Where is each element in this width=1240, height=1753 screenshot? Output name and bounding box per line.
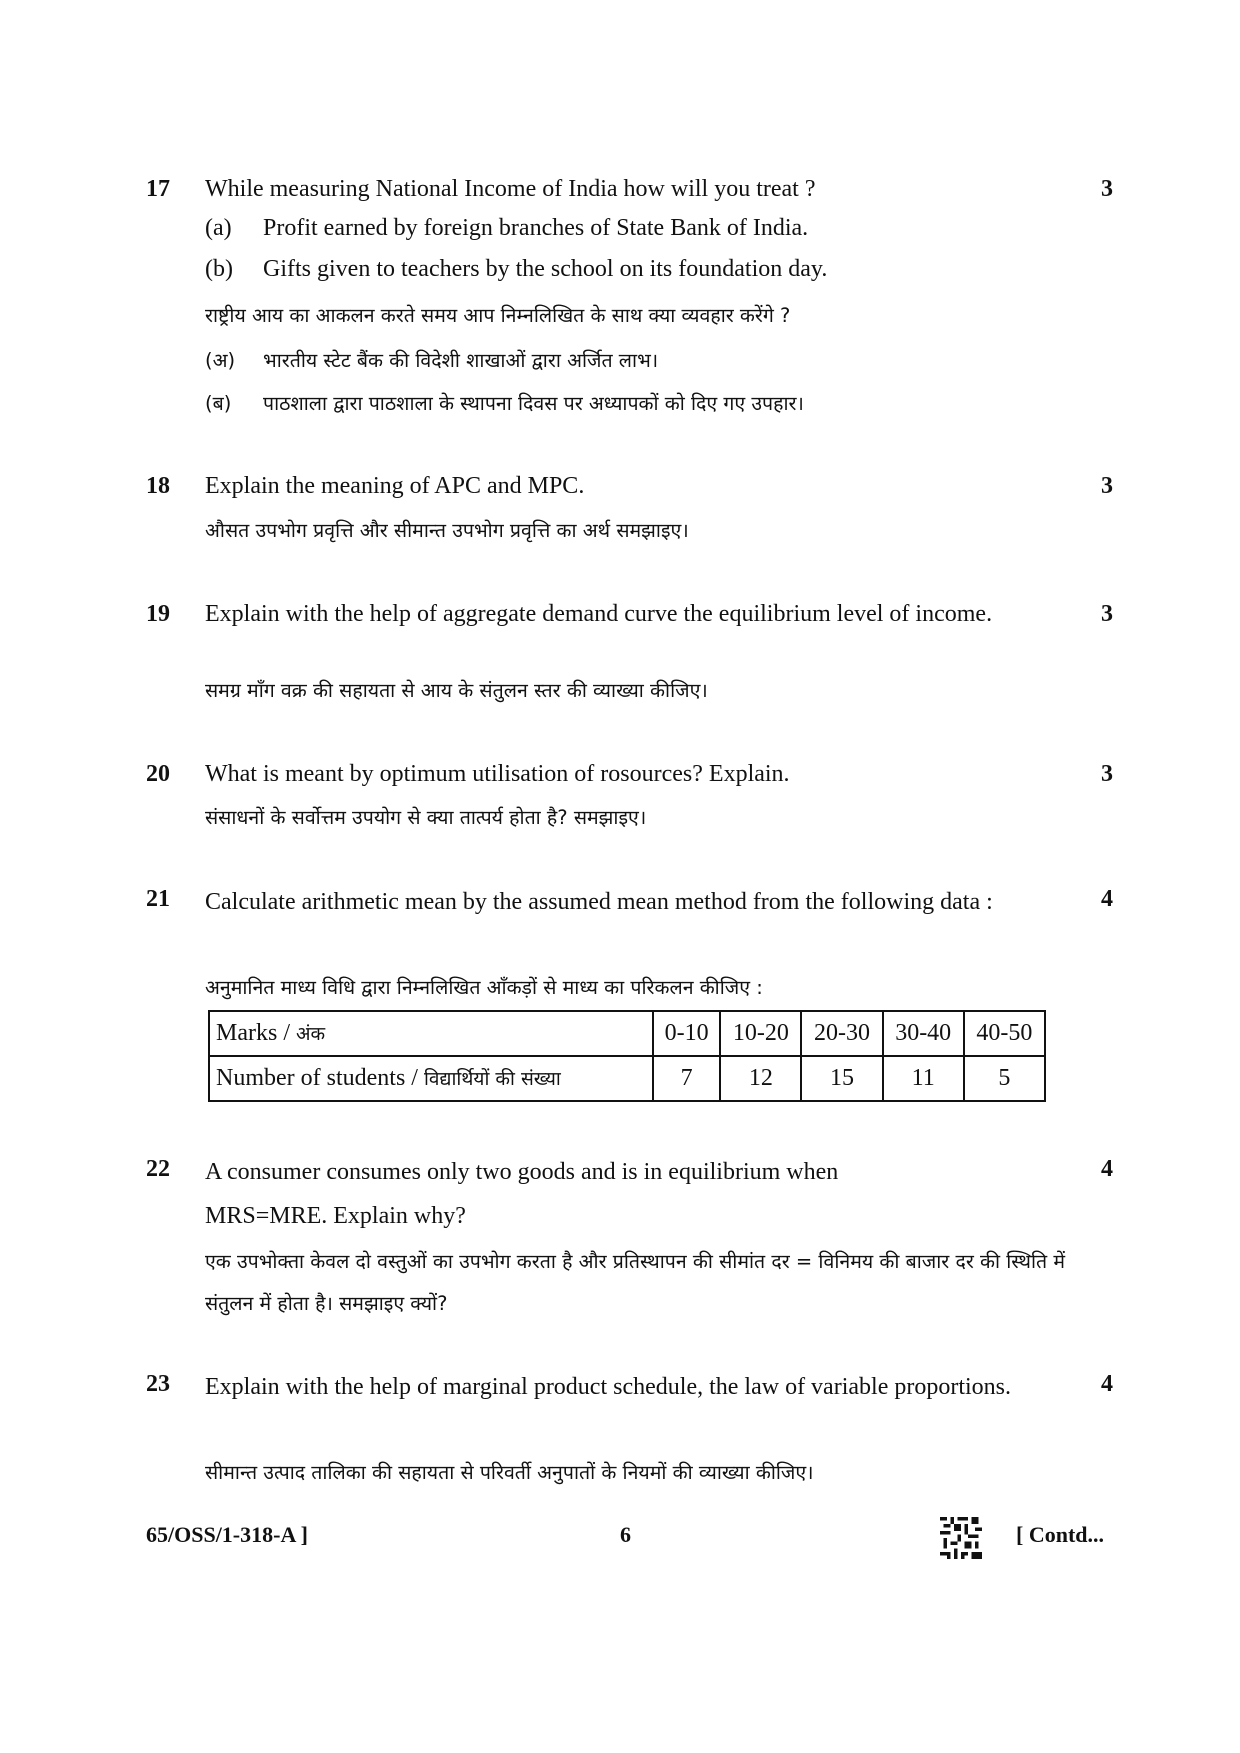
- row-header-students: Number of students / विद्यार्थियों की संख्या: [209, 1056, 653, 1101]
- question-marks: 4: [1101, 1156, 1113, 1182]
- question-number: 18: [146, 473, 170, 499]
- sub-question-b: [205, 256, 827, 283]
- question-number: 20: [146, 761, 170, 787]
- table-cell: 30-40: [883, 1011, 964, 1056]
- question-text-hi: समग्र माँग वक्र की सहायता से आय के संतुलन स्तर की व्याख्या कीजिए।: [205, 679, 708, 702]
- sub-text: भारतीय स्टेट बैंक की विदेशी शाखाओं द्वारा अर्जित लाभ।: [263, 349, 659, 372]
- table-cell: 11: [883, 1056, 964, 1101]
- data-table: [208, 1010, 1046, 1102]
- table-cell: 5: [964, 1056, 1045, 1101]
- question-number: 19: [146, 601, 170, 627]
- question-text-hi: संसाधनों के सर्वोत्तम उपयोग से क्या तात्पर्य होता है? समझाइए।: [205, 806, 647, 829]
- sub-label: (a): [205, 215, 232, 241]
- question-number: 21: [146, 886, 170, 912]
- question-text-en: Explain with the help of marginal product schedule, the law of variable proportions.: [205, 1374, 1012, 1400]
- question-marks: 3: [1101, 601, 1113, 627]
- sub-question-hi-b: [205, 389, 804, 416]
- table-cell: 10-20: [720, 1011, 801, 1056]
- sub-text: Profit earned by foreign branches of State Bank of India.: [263, 215, 809, 241]
- row-header-marks: Marks / अंक: [209, 1011, 653, 1056]
- question-text-en: Explain the meaning of APC and MPC.: [205, 473, 585, 499]
- table-cell: 15: [801, 1056, 882, 1101]
- question-marks: 3: [1101, 761, 1113, 787]
- sub-text: पाठशाला द्वारा पाठशाला के स्थापना दिवस पर अध्यापकों को दिए गए उपहार।: [263, 392, 804, 415]
- question-text-en: While measuring National Income of India how will you treat ?: [205, 176, 816, 202]
- qr-code-icon: [940, 1517, 982, 1559]
- question-text-en: Explain with the help of aggregate demand curve the equilibrium level of income.: [205, 601, 993, 627]
- question-text-hi: औसत उपभोग प्रवृत्ति और सीमान्त उपभोग प्रवृत्ति का अर्थ समझाइए।: [205, 519, 689, 542]
- sub-question-hi-a: [205, 346, 658, 373]
- question-text-en: Calculate arithmetic mean by the assumed mean method from the following data :: [205, 889, 993, 915]
- question-marks: 4: [1101, 886, 1113, 912]
- question-marks: 4: [1101, 1371, 1113, 1397]
- question-marks: 3: [1101, 473, 1113, 499]
- sub-label: (अ): [205, 349, 236, 372]
- sub-text: Gifts given to teachers by the school on its foundation day.: [263, 256, 828, 282]
- sub-question-a: [205, 215, 808, 242]
- question-text-hi: सीमान्त उत्पाद तालिका की सहायता से परिवर्ती अनुपातों के नियमों की व्याख्या कीजिए।: [205, 1461, 814, 1484]
- question-number: 17: [146, 176, 170, 202]
- paper-code: 65/OSS/1-318-A ]: [146, 1522, 308, 1547]
- question-text-en: A consumer consumes only two goods and is in equilibrium when MRS=MRE. Explain why?: [205, 1159, 839, 1229]
- table-cell: 12: [720, 1056, 801, 1101]
- sub-label: (b): [205, 256, 233, 282]
- question-number: 22: [146, 1156, 170, 1182]
- continued-label: [ Contd...: [1016, 1522, 1105, 1547]
- question-number: 23: [146, 1371, 170, 1397]
- table-row: [209, 1056, 1045, 1101]
- sub-label: (ब): [205, 392, 232, 415]
- table-cell: 40-50: [964, 1011, 1045, 1056]
- table-cell: 7: [653, 1056, 720, 1101]
- question-text-hi: राष्ट्रीय आय का आकलन करते समय आप निम्नलिखित के साथ क्या व्यवहार करेंगे ?: [205, 304, 791, 327]
- question-text-hi: अनुमानित माध्य विधि द्वारा निम्नलिखित आँकड़ों से माध्य का परिकलन कीजिए :: [205, 976, 763, 999]
- question-marks: 3: [1101, 176, 1113, 202]
- table-row: [209, 1011, 1045, 1056]
- question-text-en: What is meant by optimum utilisation of rosources? Explain.: [205, 761, 790, 787]
- page-number: 6: [620, 1522, 631, 1547]
- table-cell: 20-30: [801, 1011, 882, 1056]
- table-cell: 0-10: [653, 1011, 720, 1056]
- question-text-hi: एक उपभोक्ता केवल दो वस्तुओं का उपभोग करता है और प्रतिस्थापन की सीमांत दर = विनिमय की बाजार दर की स्थिति में संतुलन में होता है। समझाइए क्यों?: [205, 1250, 1065, 1315]
